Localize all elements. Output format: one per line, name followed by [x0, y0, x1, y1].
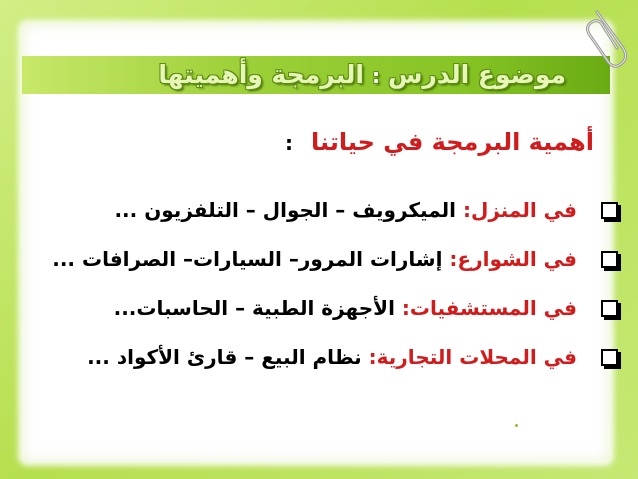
bullet-item [18, 339, 622, 375]
header-label: موضوع الدرس [387, 60, 566, 89]
header-topic: البرمجة وأهميتها [158, 60, 364, 89]
slide-header [158, 57, 566, 93]
slide-subtitle [285, 125, 594, 159]
paperclip-icon [583, 4, 633, 84]
checkbox-bullet-icon [601, 300, 618, 317]
bullet-items: نظام البيع – قارئ الأكواد ... [87, 345, 362, 369]
checkbox-bullet-icon [601, 202, 618, 219]
bullet-place: في المستشفيات: [401, 296, 577, 320]
bullet-place: في الشوارع: [449, 247, 577, 271]
bullet-item [18, 241, 622, 277]
bullet-items: الأجهزة الطبية – الحاسبات... [113, 296, 395, 320]
bullet-place: في المحلات التجارية: [368, 345, 577, 369]
checkbox-bullet-icon [601, 349, 618, 366]
header-separator: : [371, 64, 380, 88]
bullet-item [18, 192, 622, 228]
checkbox-bullet-icon [601, 251, 618, 268]
subtitle-colon: : [285, 131, 294, 155]
decorative-dot [515, 424, 518, 427]
bullet-items: الميكرويف – الجوال – التلفزيون ... [114, 198, 456, 222]
subtitle-text: أهمية البرمجة في حياتنا [311, 128, 594, 156]
bullet-items: إشارات المرور– السيارات– الصرافات ... [52, 247, 443, 271]
bullet-place: في المنزل: [462, 198, 577, 222]
bullet-item [18, 290, 622, 326]
bullet-list [18, 192, 622, 388]
